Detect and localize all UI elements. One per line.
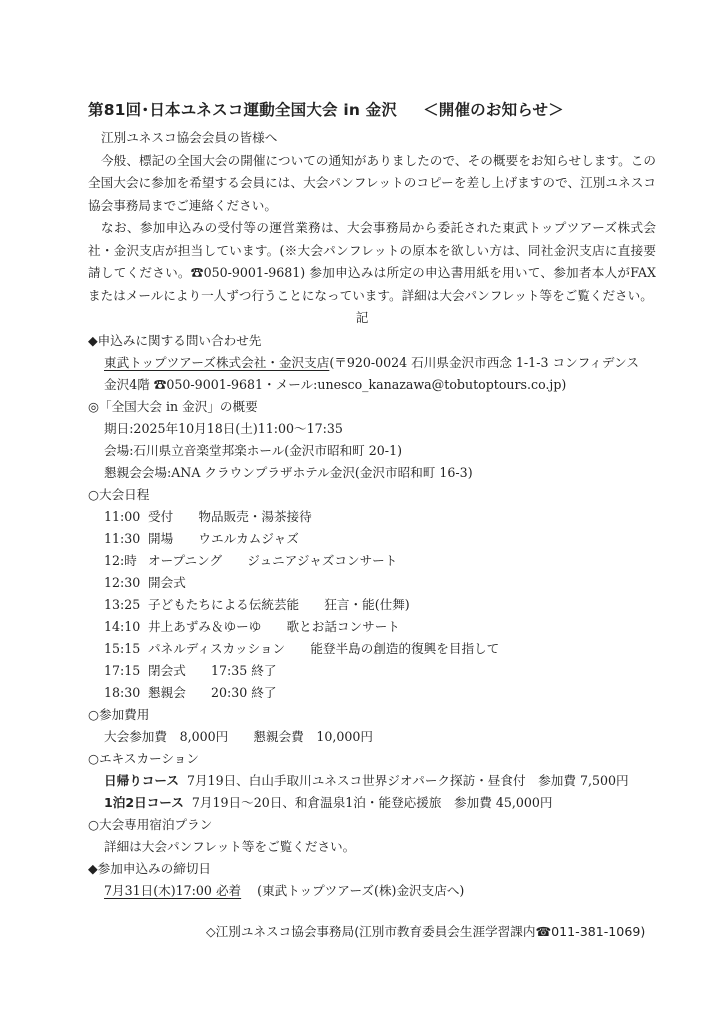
fees-text: 大会参加費 8,000円 懇親会費 10,000円 (104, 729, 374, 744)
excursion-overnight-text: 7月19日〜20日、和倉温泉1泊・能登応援旅 参加費 45,000円 (191, 795, 553, 810)
schedule-heading: ○大会日程 (88, 487, 150, 502)
deadline-heading: ◆参加申込みの締切日 (88, 861, 212, 876)
schedule-time: 12:30 (104, 575, 141, 590)
fees-heading: ○参加費用 (88, 707, 150, 722)
schedule-text: 懇親会 20:30 終了 (148, 685, 277, 700)
contact-address-2: 金沢4階 ☎050-9001-9681・メール:unesco_kanazawa@tobutoptours.co.jp) (104, 377, 567, 392)
page-title (88, 98, 648, 120)
excursion-day-text: 7月19日、白山手取川ユネスコ世界ジオパーク探訪・昼食付 参加費 7,500円 (186, 773, 629, 788)
schedule-item (104, 509, 312, 525)
schedule-time: 13:25 (104, 597, 141, 612)
schedule-time: 14:10 (104, 619, 141, 634)
schedule-item (104, 575, 186, 591)
schedule-time: 15:15 (104, 641, 141, 656)
overview-party-venue: 懇親会会場:ANA クラウンプラザホテル金沢(金沢市昭和町 16-3) (104, 465, 473, 480)
lodging-heading: ○大会専用宿泊プラン (88, 817, 213, 832)
excursion-overnight-label: 1泊2日コース (104, 795, 184, 810)
intro-section (88, 127, 656, 307)
schedule-time: 12:時 (104, 553, 137, 568)
excursion-overnight-course (104, 795, 553, 811)
overview-date: 期日:2025年10月18日(土)11:00〜17:35 (104, 421, 343, 436)
contact-heading: ◆申込みに関する問い合わせ先 (88, 333, 262, 348)
footer-office: ◇江別ユネスコ協会事務局(江別市教育委員会生涯学習課内☎011-381-1069) (206, 924, 646, 939)
schedule-text: パネルディスカッション 能登半島の創造的復興を目指して (148, 641, 500, 656)
deadline-line (104, 883, 464, 899)
schedule-item (104, 597, 410, 613)
overview-venue: 会場:石川県立音楽堂邦楽ホール(金沢市昭和町 20-1) (104, 443, 402, 458)
overview-heading: ◎「全国大会 in 金沢」の概要 (88, 399, 258, 414)
contact-company: 東武トップツアーズ株式会社・金沢支店 (104, 355, 330, 370)
schedule-text: オープニング ジュニアジャズコンサート (148, 553, 398, 568)
schedule-item (104, 531, 299, 547)
schedule-item (104, 641, 499, 657)
intro-paragraph-1: 今般、標記の全国大会の開催についての通知がありましたので、その概要をお知らせします。この全国大会に参加を希望する会員には、大会パンフレットのコピーを差し上げますので、江別ユネスコ協会事務局までご連絡ください。 (88, 152, 656, 213)
excursion-day-course (104, 773, 629, 789)
excursion-day-label: 日帰りコース (104, 773, 179, 788)
excursion-heading: ○エキスカーション (88, 751, 199, 766)
title-main: 第81回･日本ユネスコ運動全国大会 in 金沢 (88, 101, 398, 119)
schedule-time: 11:00 (104, 509, 141, 524)
schedule-time: 17:15 (104, 663, 141, 678)
contact-line-1 (104, 355, 639, 371)
ki-heading: 記 (355, 310, 369, 325)
schedule-time: 18:30 (104, 685, 141, 700)
intro-paragraph-2: なお、参加申込みの受付等の運営業務は、大会事務局から委託された東武トップツアーズ株式会社・金沢支店が担当しています。(※大会パンフレットの原本を欲しい方は、同社金沢支店に直接要請してください。☎050-9001-9681) 参加申込みは所定の申込書用紙を用いて、参加者本人がFAXまたはメールにより一人ずつ行うことになっています。詳細は大会パンフレット等をご覧ください。 (88, 220, 656, 303)
contact-address-1: (〒920-0024 石川県金沢市西念 1-1-3 コンフィデンス (329, 355, 639, 370)
schedule-text: 開会式 (148, 575, 186, 590)
schedule-text: 開場 ウエルカムジャズ (148, 531, 299, 546)
schedule-time: 11:30 (104, 531, 141, 546)
lodging-text: 詳細は大会パンフレット等をご覧ください。 (104, 839, 356, 854)
schedule-item (104, 619, 400, 635)
schedule-item (104, 663, 276, 679)
schedule-item (104, 685, 276, 701)
deadline-date: 7月31日(木)17:00 必着 (104, 883, 242, 898)
title-suffix: ＜開催のお知らせ＞ (423, 101, 564, 119)
schedule-item (104, 553, 397, 569)
greeting: 江別ユネスコ協会会員の皆様へ (101, 130, 278, 145)
schedule-text: 閉会式 17:35 終了 (148, 663, 277, 678)
schedule-text: 井上あずみ＆ゆーゆ 歌とお話コンサート (148, 619, 400, 634)
schedule-text: 受付 物品販売・湯茶接待 (148, 509, 312, 524)
deadline-note: (東武トップツアーズ(株)金沢支店へ) (257, 883, 465, 898)
schedule-text: 子どもたちによる伝統芸能 狂言・能(仕舞) (148, 597, 410, 612)
